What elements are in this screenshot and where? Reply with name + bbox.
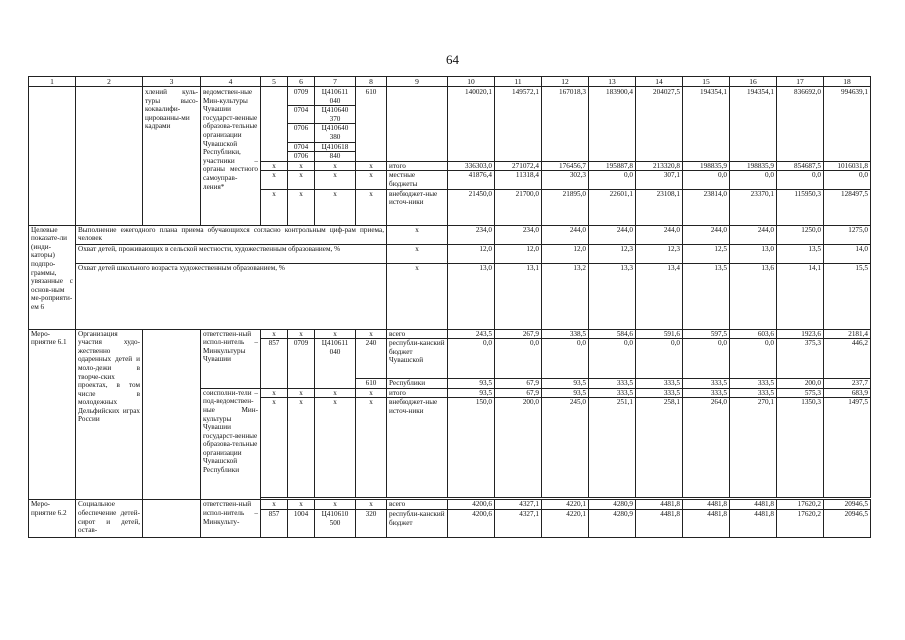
value-cell: 333,5 [730,379,777,389]
value-cell: 4481,8 [730,500,777,510]
value-cell: 14,1 [777,263,824,329]
value-cell: 200,0 [777,379,824,389]
executor-cell: ведомствен-ные Мин-культуры Чувашии государст-венные образова-тельные организации Чувашской Республики, участники – органы местного самоуправ-ления* [201,87,261,226]
value-cell: 333,5 [683,388,730,398]
value-cell: 333,5 [589,379,636,389]
value-cell: 271072,4 [495,161,542,171]
table-row: х х х х итого 336303,0 271072,4 176456,7 195887,8 213320,8 198835,9 198835,9 854687,5 1016031,8 [29,161,871,171]
value-cell: 13,3 [589,263,636,329]
col-num: 4 [201,77,261,87]
value-cell: 149572,1 [495,87,542,162]
value-cell: 4327,1 [495,500,542,510]
value-cell: 4481,8 [683,500,730,510]
table-row: х х х х внебюджет-ные источ-ники 21450,0 21700,0 21895,0 22601,1 23108,1 23814,0 23370,1 115950,3 128497,5 [29,189,871,225]
value-cell: 195887,8 [589,161,636,171]
table-row: х х х х внебюджет-ные источ-ники 150,0 200,0 245,0 251,1 258,1 264,0 270,1 1350,3 1497,5 [29,398,871,498]
value-cell: 140020,1 [448,87,495,162]
value-cell: 1497,5 [824,398,871,498]
value-cell: 0,0 [730,339,777,379]
value-cell: 21450,0 [448,189,495,225]
value-cell: 167018,3 [542,87,589,162]
value-cell: 336303,0 [448,161,495,171]
value-cell: 234,0 [495,225,542,244]
source-label: итого [387,388,448,398]
value-cell: 270,1 [730,398,777,498]
value-cell: 584,6 [589,329,636,339]
value-cell: 244,0 [589,225,636,244]
value-cell: 4481,8 [636,509,683,537]
table-row: соисполни-тели – под-ведомствен-ные Мин-культуры Чувашии государст-венные образова-тельные организации Чувашской Республики х х х х итого 93,5 67,9 93,5 333,5 333,5 333,5 333,5 575,3 683,9 [29,388,871,398]
section-code: 0704 [288,106,315,124]
value-cell: 13,2 [542,263,589,329]
table-row: Меро-приятие 6.1 Организация участия худо-жественно одаренных детей и моло-дежи в творче-ских проектах, в том числе в молодежных Дельфийских играх России ответствен-ный испол-нитель – Минкультуры Чувашии х х х х всего 243,5 267,9 338,5 584,6 591,6 597,5 603,6 1923,6 2181,4 [29,329,871,339]
value-cell: 836692,0 [777,87,824,162]
value-cell: 20946,5 [824,500,871,510]
value-cell: 21895,0 [542,189,589,225]
value-cell: 333,5 [636,388,683,398]
value-cell: 4220,1 [542,500,589,510]
value-cell: 12,0 [542,244,589,263]
table-row: 857 0709 Ц410611 040 240 республи-канский бюджет Чувашской 0,0 0,0 0,0 0,0 0,0 0,0 0,0 375,3 446,2 [29,339,871,379]
value-cell: 67,9 [495,388,542,398]
value-cell: 234,0 [448,225,495,244]
value-cell: 41876,4 [448,171,495,189]
col-num: 2 [76,77,143,87]
executor-cell: ответствен-ный испол-нитель – Минкультуры Чувашии [201,329,261,388]
event-description: хлений куль-туры высо-коквалифи-цированны-ми кадрами [143,87,201,226]
value-cell: 4327,1 [495,509,542,537]
co-executor-cell: соисполни-тели – под-ведомствен-ные Мин-культуры Чувашии государст-венные образова-тельные организации Чувашской Республики [201,388,261,500]
value-cell: 13,0 [448,263,495,329]
value-cell: 0,0 [683,339,730,379]
value-cell: 13,5 [777,244,824,263]
value-cell: 597,5 [683,329,730,339]
col-num: 18 [824,77,871,87]
value-cell: 302,3 [542,171,589,189]
value-cell: 2181,4 [824,329,871,339]
value-cell: 150,0 [448,398,495,498]
indicator-text: Выполнение ежегодного плана приема обучающихся согласно контрольным циф-рам приема, человек [76,225,387,244]
indicator-text: Охват детей школьного возраста художественным образованием, % [76,263,387,329]
value-cell: 93,5 [542,379,589,389]
value-cell: 22601,1 [589,189,636,225]
value-cell: 1016031,8 [824,161,871,171]
indicator-text: Охват детей, проживающих в сельской местности, художественным образованием, % [76,244,387,263]
value-cell: 237,7 [824,379,871,389]
expense-code: 610 [356,87,387,162]
section-code: 0706 [288,124,315,142]
source-label: внебюджет-ные источ-ники [387,398,448,498]
section-code: 0704 [288,142,315,152]
value-cell: 14,0 [824,244,871,263]
value-cell: 0,0 [448,339,495,379]
table-row: Охват детей школьного возраста художественным образованием, % х 13,0 13,1 13,2 13,3 13,4 13,5 13,6 14,1 15,5 [29,263,871,329]
value-cell: 0,0 [589,171,636,189]
table-row: Меро-приятие 6.2 Социальное обеспечение детей-сирот и детей, остав- ответствен-ный испол-нитель – Минкульту- х х х х всего 4200,6 4327,1 4220,1 4280,9 4481,8 4481,8 4481,8 17620,2 20946,5 [29,500,871,510]
value-cell: 12,0 [495,244,542,263]
value-cell: 20946,5 [824,509,871,537]
value-cell: 4200,6 [448,500,495,510]
value-cell: 4280,9 [589,509,636,537]
value-cell: 4280,9 [589,500,636,510]
value-cell: 591,6 [636,329,683,339]
target-code: 840 [315,152,356,162]
table-row: Целевые показате-ли (инди-каторы) подпро-граммы, увязанные с основ-ным ме-роприяти-ем 6 Выполнение ежегодного плана приема обучающихся согласно контрольным циф-рам приема, человек х 234,0 234,0 244,0 244,0 244,0 244,0 244,0 1250,0 1275,0 [29,225,871,244]
value-cell: 11318,4 [495,171,542,189]
value-cell: 13,5 [683,263,730,329]
value-cell: 17620,2 [777,509,824,537]
event-number: Меро-приятие 6.2 [29,500,76,538]
col-num: 1 [29,77,76,87]
value-cell: 1350,3 [777,398,824,498]
col-num: 17 [777,77,824,87]
value-cell: 267,9 [495,329,542,339]
col-num: 11 [495,77,542,87]
value-cell: 198835,9 [683,161,730,171]
value-cell: 446,2 [824,339,871,379]
value-cell: 13,1 [495,263,542,329]
value-cell: 245,0 [542,398,589,498]
value-cell: 23370,1 [730,189,777,225]
value-cell: 4200,6 [448,509,495,537]
source-label: всего [387,500,448,510]
targets-label: Целевые показате-ли (инди-каторы) подпро-граммы, увязанные с основ-ным ме-роприяти-ем 6 [29,225,76,329]
table-row [29,87,871,106]
value-cell: 243,5 [448,329,495,339]
col-num: 13 [589,77,636,87]
value-cell: 204027,5 [636,87,683,162]
value-cell: 200,0 [495,398,542,498]
value-cell: 575,3 [777,388,824,398]
value-cell: 194354,1 [730,87,777,162]
value-cell: 183900,4 [589,87,636,162]
value-cell: 307,1 [636,171,683,189]
value-cell: 23814,0 [683,189,730,225]
value-cell: 244,0 [636,225,683,244]
table-row: 857 1004 Ц410610 500 320 республи-канский бюджет 4200,6 4327,1 4220,1 4280,9 4481,8 4481,8 4481,8 17620,2 20946,5 [29,509,871,537]
value-cell: 115950,3 [777,189,824,225]
value-cell: 854687,5 [777,161,824,171]
value-cell: 4481,8 [636,500,683,510]
col-num: 7 [315,77,356,87]
table-row: 610 Республики 93,5 67,9 93,5 333,5 333,5 333,5 333,5 200,0 237,7 [29,379,871,389]
value-cell: 333,5 [730,388,777,398]
value-cell: 994639,1 [824,87,871,162]
value-cell: 333,5 [589,388,636,398]
value-cell: 244,0 [730,225,777,244]
value-cell: 93,5 [542,388,589,398]
source-label: внебюджет-ные источ-ники [387,189,448,225]
source-label: республи-канский бюджет [387,509,448,537]
target-code: Ц410618 [315,142,356,152]
value-cell: 683,9 [824,388,871,398]
col-num: 14 [636,77,683,87]
col-num: 9 [387,77,448,87]
value-cell: 213320,8 [636,161,683,171]
value-cell: 15,5 [824,263,871,329]
value-cell: 375,3 [777,339,824,379]
col-num: 15 [683,77,730,87]
target-code: Ц410640 380 [315,124,356,142]
value-cell: 0,0 [730,171,777,189]
value-cell: 128497,5 [824,189,871,225]
value-cell: 13,0 [730,244,777,263]
source-label: республи-канский бюджет Чувашской [387,339,448,379]
value-cell: 0,0 [777,171,824,189]
value-cell: 13,6 [730,263,777,329]
value-cell: 21700,0 [495,189,542,225]
value-cell: 4481,8 [730,509,777,537]
target-code: Ц410611 040 [315,87,356,106]
col-num: 3 [143,77,201,87]
value-cell: 1275,0 [824,225,871,244]
section-code: 0709 [288,87,315,106]
value-cell: 333,5 [636,379,683,389]
value-cell: 198835,9 [730,161,777,171]
value-cell: 17620,2 [777,500,824,510]
executor-cell: ответствен-ный испол-нитель – Минкульту- [201,500,261,538]
value-cell: 12,3 [636,244,683,263]
value-cell: 93,5 [448,379,495,389]
value-cell: 603,6 [730,329,777,339]
col-num: 16 [730,77,777,87]
value-cell: 0,0 [683,171,730,189]
value-cell: 194354,1 [683,87,730,162]
value-cell: 23108,1 [636,189,683,225]
value-cell: 0,0 [589,339,636,379]
value-cell: 251,1 [589,398,636,498]
value-cell: 264,0 [683,398,730,498]
section-code: 0706 [288,152,315,162]
page-number: 64 [446,52,459,67]
value-cell: 244,0 [683,225,730,244]
value-cell: 12,5 [683,244,730,263]
value-cell: 93,5 [448,388,495,398]
col-num: 5 [261,77,288,87]
value-cell: 1923,6 [777,329,824,339]
source-label: всего [387,329,448,339]
value-cell: 176456,7 [542,161,589,171]
value-cell: 0,0 [824,171,871,189]
value-cell: 0,0 [542,339,589,379]
value-cell: 12,0 [448,244,495,263]
budget-table [28,76,871,538]
source-label: Республики [387,379,448,389]
column-number-row [29,77,871,87]
value-cell: 338,5 [542,329,589,339]
table-row: х х х х местные бюджеты 41876,4 11318,4 302,3 0,0 307,1 0,0 0,0 0,0 0,0 [29,171,871,189]
col-num: 8 [356,77,387,87]
source-label: итого [387,161,448,171]
value-cell: 4220,1 [542,509,589,537]
event-description: Организация участия худо-жественно одаренных детей и моло-дежи в творче-ских проектах, в том числе в молодежных Дельфийских играх России [76,329,143,500]
value-cell: 0,0 [495,339,542,379]
value-cell: 1250,0 [777,225,824,244]
value-cell: 67,9 [495,379,542,389]
col-num: 6 [288,77,315,87]
value-cell: 12,3 [589,244,636,263]
table-row: Охват детей, проживающих в сельской местности, художественным образованием, % х 12,0 12,0 12,0 12,3 12,3 12,5 13,0 13,5 14,0 [29,244,871,263]
value-cell: 13,4 [636,263,683,329]
col-num: 12 [542,77,589,87]
event-description: Социальное обеспечение детей-сирот и детей, остав- [76,500,143,538]
value-cell: 244,0 [542,225,589,244]
event-number: Меро-приятие 6.1 [29,329,76,500]
value-cell: 258,1 [636,398,683,498]
value-cell: 333,5 [683,379,730,389]
source-label: местные бюджеты [387,171,448,189]
col-num: 10 [448,77,495,87]
value-cell: 0,0 [636,339,683,379]
target-code: Ц410640 370 [315,106,356,124]
value-cell: 4481,8 [683,509,730,537]
